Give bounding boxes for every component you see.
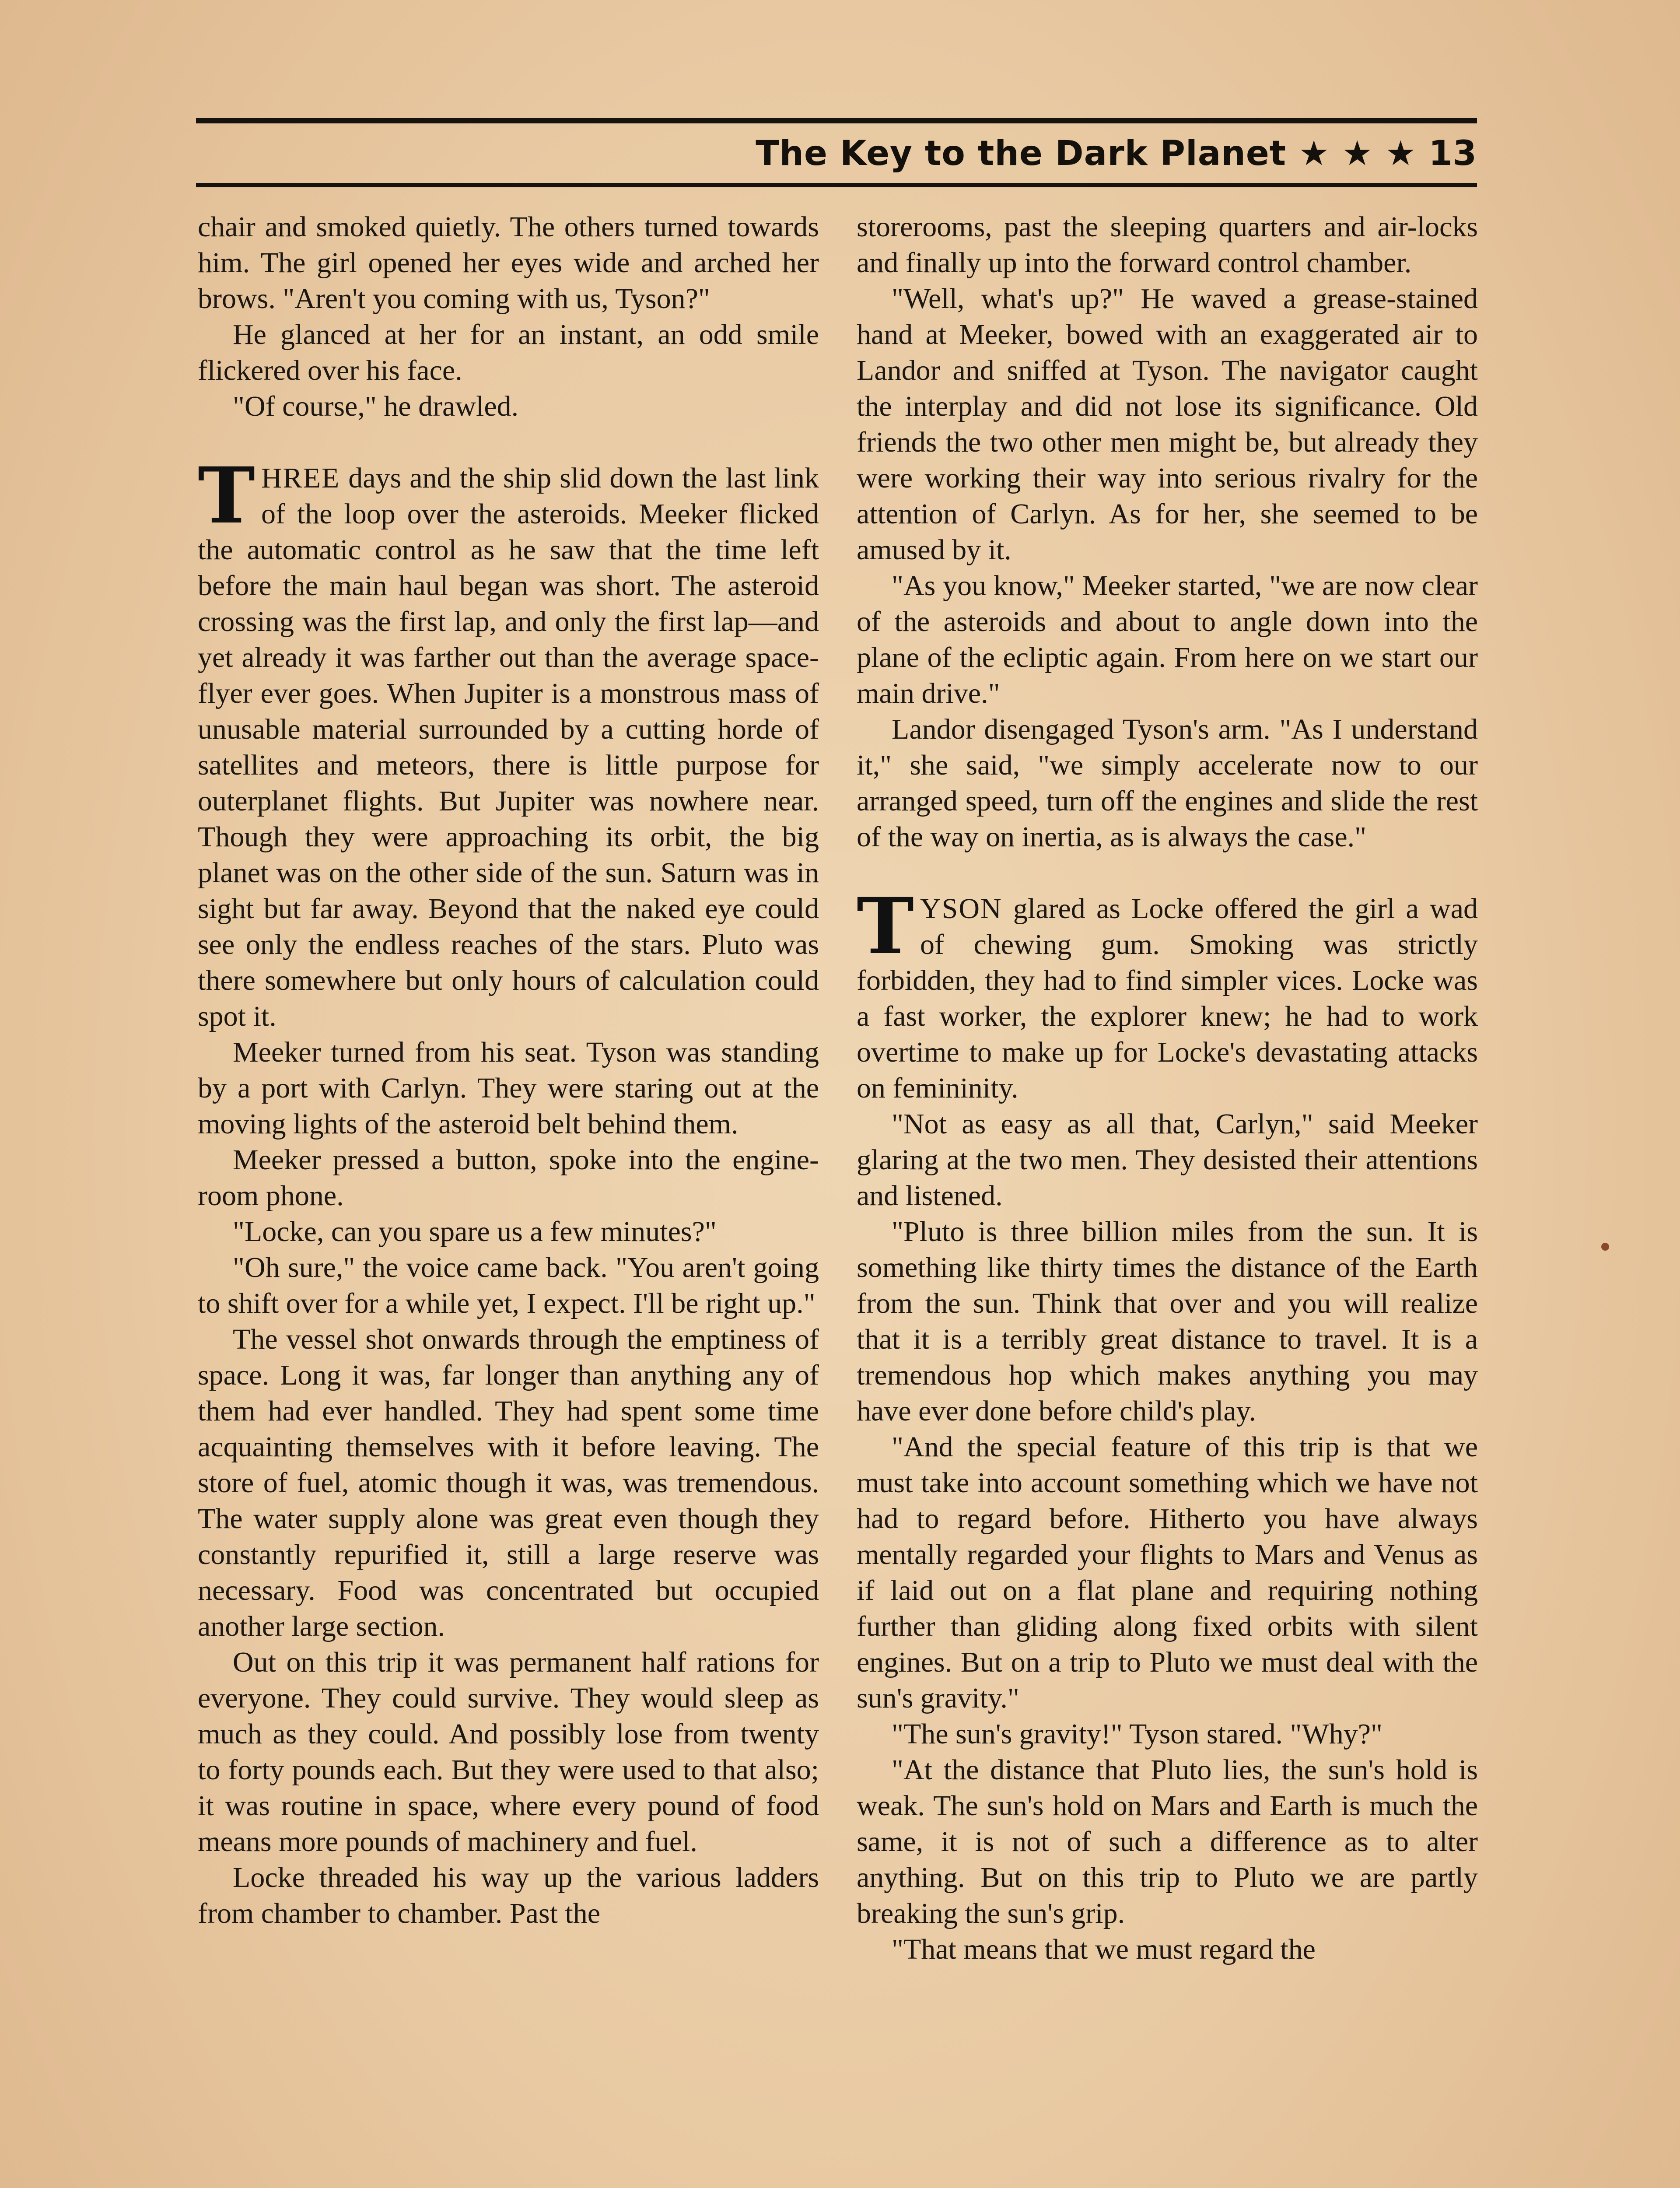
paragraph: "Not as easy as all that, Carlyn," said Meeker glaring at the two men. They desisted their attentions and listened.: [857, 1108, 1478, 1212]
small-caps-lead: HREE: [261, 462, 340, 494]
paragraph: Landor disengaged Tyson's arm. "As I understand it," she said, "we simply accelerate now to our arranged speed, turn off the engines and slide the rest of the way on inertia, as is always the case.": [857, 713, 1478, 853]
paragraph: "As you know," Meeker started, "we are now clear of the asteroids and about to angle down into the plane of the ecliptic again. From here on we start our main drive.": [857, 570, 1478, 709]
paragraph: Meeker turned from his seat. Tyson was standing by a port with Carlyn. They were staring out at the moving lights of the asteroid belt behind them.: [198, 1036, 819, 1140]
section-opening-paragraph: [857, 881, 1478, 1106]
header-stars: ★ ★ ★: [1298, 134, 1417, 173]
left-text-column: [198, 209, 819, 2188]
paragraph: Meeker pressed a button, spoke into the engine-room phone.: [198, 1144, 819, 1212]
page-number: 13: [1428, 134, 1477, 173]
paragraph: "That means that we must regard the: [892, 1933, 1316, 1965]
right-text-column: [857, 209, 1478, 2188]
paragraph: chair and smoked quietly. The others turned towards him. The girl opened her eyes wide and arched her brows. "Aren't you coming with us, Tyson?": [198, 211, 819, 315]
header-rule-top: [196, 118, 1477, 123]
header-rule-bottom: [196, 183, 1477, 187]
story-title: The Key to the Dark Planet: [756, 134, 1287, 173]
paragraph: The vessel shot onwards through the emptiness of space. Long it was, far longer than anything any of them had ever handled. They had spent some time acquainting themselves with it before leaving. The store of fuel, atomic though it was, was tremendous. The water supply alone was great even though they constantly repurified it, still a large reserve was necessary. Food was concentrated but occupied another large section.: [198, 1323, 819, 1642]
paragraph: Out on this trip it was permanent half rations for everyone. They could survive. They would sleep as much as they could. And possibly lose from twenty to forty pounds each. But they were used to that also; it was routine in space, where every pound of food means more pounds of machinery and fuel.: [198, 1646, 819, 1858]
section-text: glared as Locke offered the girl a wad of chewing gum. Smoking was strictly forbidden, they had to find simpler vices. Locke was a fast worker, the explorer knew; he had to work overtime to make up for Locke's devastating attacks on femininity.: [857, 893, 1478, 1104]
paragraph: He glanced at her for an instant, an odd smile flickered over his face.: [198, 319, 819, 386]
paragraph: "And the special feature of this trip is that we must take into account something which we have not had to regard before. Hitherto you have always mentally regarded your flights to Mars and Venus as if laid out on a flat plane and requiring nothing further than gliding along fixed orbits with silent engines. But on a trip to Pluto we must deal with the sun's gravity.": [857, 1431, 1478, 1714]
paragraph: Locke threaded his way up the various ladders from chamber to chamber. Past the: [198, 1862, 819, 1929]
drop-cap: T: [198, 450, 255, 541]
running-header: [196, 126, 1477, 181]
paragraph: "Locke, can you spare us a few minutes?": [233, 1216, 717, 1248]
small-caps-lead: YSON: [920, 893, 1002, 925]
paragraph: "Oh sure," the voice came back. "You aren't going to shift over for a while yet, I expect. I'll be right up.": [198, 1252, 819, 1319]
section-text: days and the ship slid down the last link of the loop over the asteroids. Meeker flicked the automatic control as he saw that the time left before the main haul began was short. The asteroid crossing was the first lap, and only the first lap—and yet already it was farther out than the average space-flyer ever goes. When Jupiter is a monstrous mass of unusable material surrounded by a cutting horde of satellites and meteors, there is little purpose for outerplanet flights. But Jupiter was nowhere near. Though they were approaching its orbit, the big planet was on the other side of the sun. Saturn was in sight but far away. Beyond that the naked eye could see only the endless reaches of the stars. Pluto was there somewhere but only hours of calculation could spot it.: [198, 462, 819, 1032]
paragraph: "Of course," he drawled.: [233, 390, 519, 422]
paragraph: "Well, what's up?" He waved a grease-stained hand at Meeker, bowed with an exaggerated air to Landor and sniffed at Tyson. The navigator caught the interplay and did not lose its significance. Old friends the two other men might be, but already they were working their way into serious rivalry for the attention of Carlyn. As for her, she seemed to be amused by it.: [857, 283, 1478, 566]
paragraph: "Pluto is three billion miles from the sun. It is something like thirty times the distance of the Earth from the sun. Think that over and you will realize that it is a terribly great distance to travel. It is a tremendous hop which makes anything you may have ever done before child's play.: [857, 1216, 1478, 1427]
section-opening-paragraph: [198, 450, 819, 1034]
paper-speck: [1601, 1243, 1609, 1251]
drop-cap: T: [857, 881, 914, 971]
paragraph: "The sun's gravity!" Tyson stared. "Why?": [892, 1718, 1382, 1750]
paragraph: storerooms, past the sleeping quarters and air-locks and finally up into the forward control chamber.: [857, 211, 1478, 279]
paragraph: "At the distance that Pluto lies, the sun's hold is weak. The sun's hold on Mars and Earth is much the same, it is not of such a difference as to alter anything. But on this trip to Pluto we are partly breaking the sun's grip.: [857, 1754, 1478, 1929]
